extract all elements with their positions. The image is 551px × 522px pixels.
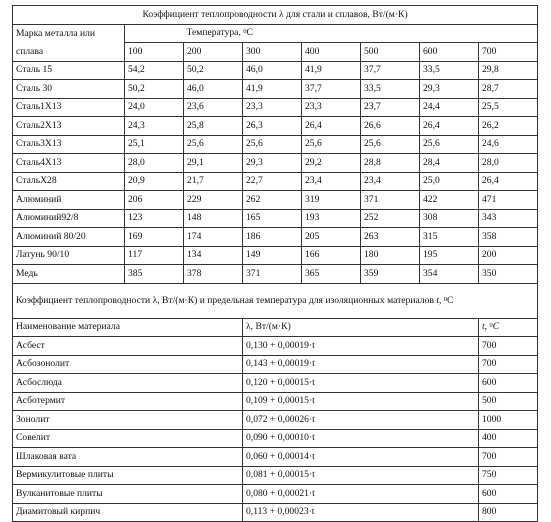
conductivity-value: 24,0	[125, 98, 184, 117]
conductivity-value: 29,3	[420, 80, 479, 99]
table2-header-row	[13, 318, 538, 337]
material-name: Шлаковая вата	[13, 448, 243, 467]
conductivity-value: 25,0	[420, 172, 479, 191]
alloy-name: Сталь 15	[13, 61, 125, 80]
conductivity-value: 206	[125, 191, 184, 210]
conductivity-value: 28,0	[479, 154, 538, 173]
lambda-formula: 0,081 + 0,00015·t	[243, 466, 479, 485]
table1-row	[13, 172, 538, 191]
lambda-formula: 0,130 + 0,00019·t	[243, 337, 479, 356]
conductivity-value: 25,1	[125, 135, 184, 154]
conductivity-value: 315	[420, 228, 479, 247]
conductivity-value: 308	[420, 209, 479, 228]
conductivity-value: 54,2	[125, 61, 184, 80]
lambda-formula: 0,120 + 0,00015·t	[243, 374, 479, 393]
conductivity-value: 46,0	[243, 61, 302, 80]
conductivity-value: 24,4	[420, 98, 479, 117]
table1-row	[13, 98, 538, 117]
alloy-name: Алюминий 80/20	[13, 228, 125, 247]
conductivity-value: 23,3	[243, 98, 302, 117]
conductivity-value: 229	[184, 191, 243, 210]
conductivity-value: 252	[361, 209, 420, 228]
conductivity-value: 365	[302, 265, 361, 284]
table2-row	[13, 337, 538, 356]
conductivity-value: 20,9	[125, 172, 184, 191]
material-name: Зонолит	[13, 411, 243, 430]
conductivity-value: 21,7	[184, 172, 243, 191]
alloy-name: Сталь1Х13	[13, 98, 125, 117]
table2-row	[13, 392, 538, 411]
conductivity-value: 205	[302, 228, 361, 247]
table1-row	[13, 61, 538, 80]
limit-temperature-header: t, $^0$C	[479, 318, 538, 337]
conductivity-value: 28,4	[420, 154, 479, 173]
conductivity-value: 29,8	[479, 61, 538, 80]
table1-title: Коэффициент теплопроводности λ для стали и сплавов, Вт/(м·К)	[13, 6, 538, 25]
conductivity-value: 378	[184, 265, 243, 284]
conductivity-value: 263	[361, 228, 420, 247]
conductivity-value: 354	[420, 265, 479, 284]
conductivity-value: 262	[243, 191, 302, 210]
table1-row	[13, 135, 538, 154]
lambda-formula: 0,072 + 0,00026·t	[243, 411, 479, 430]
conductivity-value: 22,7	[243, 172, 302, 191]
conductivity-value: 422	[420, 191, 479, 210]
material-name: Совелит	[13, 429, 243, 448]
conductivity-value: 29,1	[184, 154, 243, 173]
conductivity-value: 25,6	[420, 135, 479, 154]
alloy-name: СтальХ28	[13, 172, 125, 191]
conductivity-value: 24,6	[479, 135, 538, 154]
temperature-cell: 300	[243, 43, 302, 62]
conductivity-value: 24,3	[125, 117, 184, 136]
temperature-cell: 500	[361, 43, 420, 62]
conductivity-value: 26,6	[361, 117, 420, 136]
lambda-formula: 0,090 + 0,00010·t	[243, 429, 479, 448]
conductivity-value: 41,9	[302, 61, 361, 80]
table1-title-row	[13, 6, 538, 25]
temperature-cell: 400	[302, 43, 361, 62]
conductivity-value: 149	[243, 246, 302, 265]
alloy-name: Сталь3Х13	[13, 135, 125, 154]
material-name: Асбозонолит	[13, 355, 243, 374]
alloy-name: Сталь 30	[13, 80, 125, 99]
conductivity-value: 26,3	[243, 117, 302, 136]
table1-row	[13, 154, 538, 173]
table2-caption: Коэффициент теплопроводности λ, Вт/(м·К) и предельная температура для изоляционных материалов t, $^0$C	[13, 283, 538, 318]
conductivity-value: 50,2	[184, 61, 243, 80]
lambda-formula: 0,080 + 0,00021·t	[243, 485, 479, 504]
table2-row	[13, 355, 538, 374]
conductivity-value: 23,7	[361, 98, 420, 117]
lambda-formula: 0,060 + 0,00014·t	[243, 448, 479, 467]
conductivity-value: 41,9	[243, 80, 302, 99]
limit-temperature: 600	[479, 374, 538, 393]
conductivity-value: 26,4	[302, 117, 361, 136]
table2-row	[13, 448, 538, 467]
limit-temperature: 400	[479, 429, 538, 448]
table1-temperature-row	[13, 43, 538, 62]
grade-header: Марка металла или	[13, 24, 125, 43]
limit-temperature: 1000	[479, 411, 538, 430]
limit-temperature: 600	[479, 485, 538, 504]
conductivity-value: 371	[361, 191, 420, 210]
material-name: Вулканитовые плиты	[13, 485, 243, 504]
limit-temperature: 500	[479, 392, 538, 411]
limit-temperature: 700	[479, 448, 538, 467]
conductivity-value: 37,7	[361, 61, 420, 80]
material-name: Вермикулитовые плиты	[13, 466, 243, 485]
conductivity-value: 25,6	[302, 135, 361, 154]
table1-row	[13, 265, 538, 284]
conductivity-value: 359	[361, 265, 420, 284]
lambda-header: λ, Вт/(м·К)	[243, 318, 479, 337]
conductivity-value: 193	[302, 209, 361, 228]
conductivity-value: 29,3	[243, 154, 302, 173]
conductivity-value: 50,2	[125, 80, 184, 99]
conductivity-value: 33,5	[361, 80, 420, 99]
conductivity-value: 165	[243, 209, 302, 228]
conductivity-value: 180	[361, 246, 420, 265]
conductivity-value: 148	[184, 209, 243, 228]
temperature-cell: 600	[420, 43, 479, 62]
material-name: Асбест	[13, 337, 243, 356]
conductivity-value: 26,4	[420, 117, 479, 136]
conductivity-value: 117	[125, 246, 184, 265]
material-name: Диамитовый кирпич	[13, 503, 243, 522]
material-name: Асбослюда	[13, 374, 243, 393]
table2-row	[13, 411, 538, 430]
lambda-formula: 0,109 + 0,00015·t	[243, 392, 479, 411]
conductivity-value: 46,0	[184, 80, 243, 99]
conductivity-value: 319	[302, 191, 361, 210]
conductivity-value: 25,6	[184, 135, 243, 154]
conductivity-value: 134	[184, 246, 243, 265]
table2-row	[13, 429, 538, 448]
conductivity-value: 37,7	[302, 80, 361, 99]
material-name: Асботермит	[13, 392, 243, 411]
temperature-cell: 100	[125, 43, 184, 62]
conductivity-value: 33,5	[420, 61, 479, 80]
alloy-name: Алюминий	[13, 191, 125, 210]
conductivity-value: 25,5	[479, 98, 538, 117]
table2-caption-row	[13, 283, 538, 318]
conductivity-value: 28,7	[479, 80, 538, 99]
lambda-formula: 0,113 + 0,00023·t	[243, 503, 479, 522]
alloy-name: Алюминий92/8	[13, 209, 125, 228]
conductivity-value: 471	[479, 191, 538, 210]
conductivity-value: 169	[125, 228, 184, 247]
table2-row	[13, 466, 538, 485]
temperature-cell: 200	[184, 43, 243, 62]
table1-row	[13, 80, 538, 99]
conductivity-value: 25,6	[243, 135, 302, 154]
conductivity-value: 371	[243, 265, 302, 284]
conductivity-value: 23,3	[302, 98, 361, 117]
conductivity-value: 123	[125, 209, 184, 228]
material-name-header: Наименование материала	[13, 318, 243, 337]
conductivity-value: 166	[302, 246, 361, 265]
conductivity-value: 23,4	[361, 172, 420, 191]
alloy-name: Сталь4Х13	[13, 154, 125, 173]
table1-header-row	[13, 24, 538, 43]
conductivity-value: 25,8	[184, 117, 243, 136]
conductivity-value: 26,4	[479, 172, 538, 191]
table1-row	[13, 117, 538, 136]
temperature-header: Температура, $^0$C	[184, 24, 538, 43]
table1-row	[13, 191, 538, 210]
grade-header-line2: сплава	[13, 43, 125, 62]
conductivity-value: 186	[243, 228, 302, 247]
table2-row	[13, 485, 538, 504]
conductivity-value: 195	[420, 246, 479, 265]
limit-temperature: 800	[479, 503, 538, 522]
table2-row	[13, 374, 538, 393]
temperature-cell: 700	[479, 43, 538, 62]
conductivity-value: 350	[479, 265, 538, 284]
alloy-name: Латунь 90/10	[13, 246, 125, 265]
limit-temperature: 700	[479, 355, 538, 374]
conductivity-value: 200	[479, 246, 538, 265]
thermal-conductivity-table	[12, 5, 538, 522]
table1-row	[13, 228, 538, 247]
conductivity-value: 28,0	[125, 154, 184, 173]
limit-temperature: 750	[479, 466, 538, 485]
conductivity-value: 29,2	[302, 154, 361, 173]
conductivity-value: 26,2	[479, 117, 538, 136]
lambda-formula: 0,143 + 0,00019·t	[243, 355, 479, 374]
table1-row	[13, 209, 538, 228]
conductivity-value: 343	[479, 209, 538, 228]
limit-temperature: 700	[479, 337, 538, 356]
alloy-name: Медь	[13, 265, 125, 284]
conductivity-value: 358	[479, 228, 538, 247]
conductivity-value: 28,8	[361, 154, 420, 173]
table2-row	[13, 503, 538, 522]
table1-row	[13, 246, 538, 265]
conductivity-value: 23,6	[184, 98, 243, 117]
conductivity-value: 25,6	[361, 135, 420, 154]
conductivity-value: 385	[125, 265, 184, 284]
conductivity-value: 174	[184, 228, 243, 247]
alloy-name: Сталь2Х13	[13, 117, 125, 136]
conductivity-value: 23,4	[302, 172, 361, 191]
